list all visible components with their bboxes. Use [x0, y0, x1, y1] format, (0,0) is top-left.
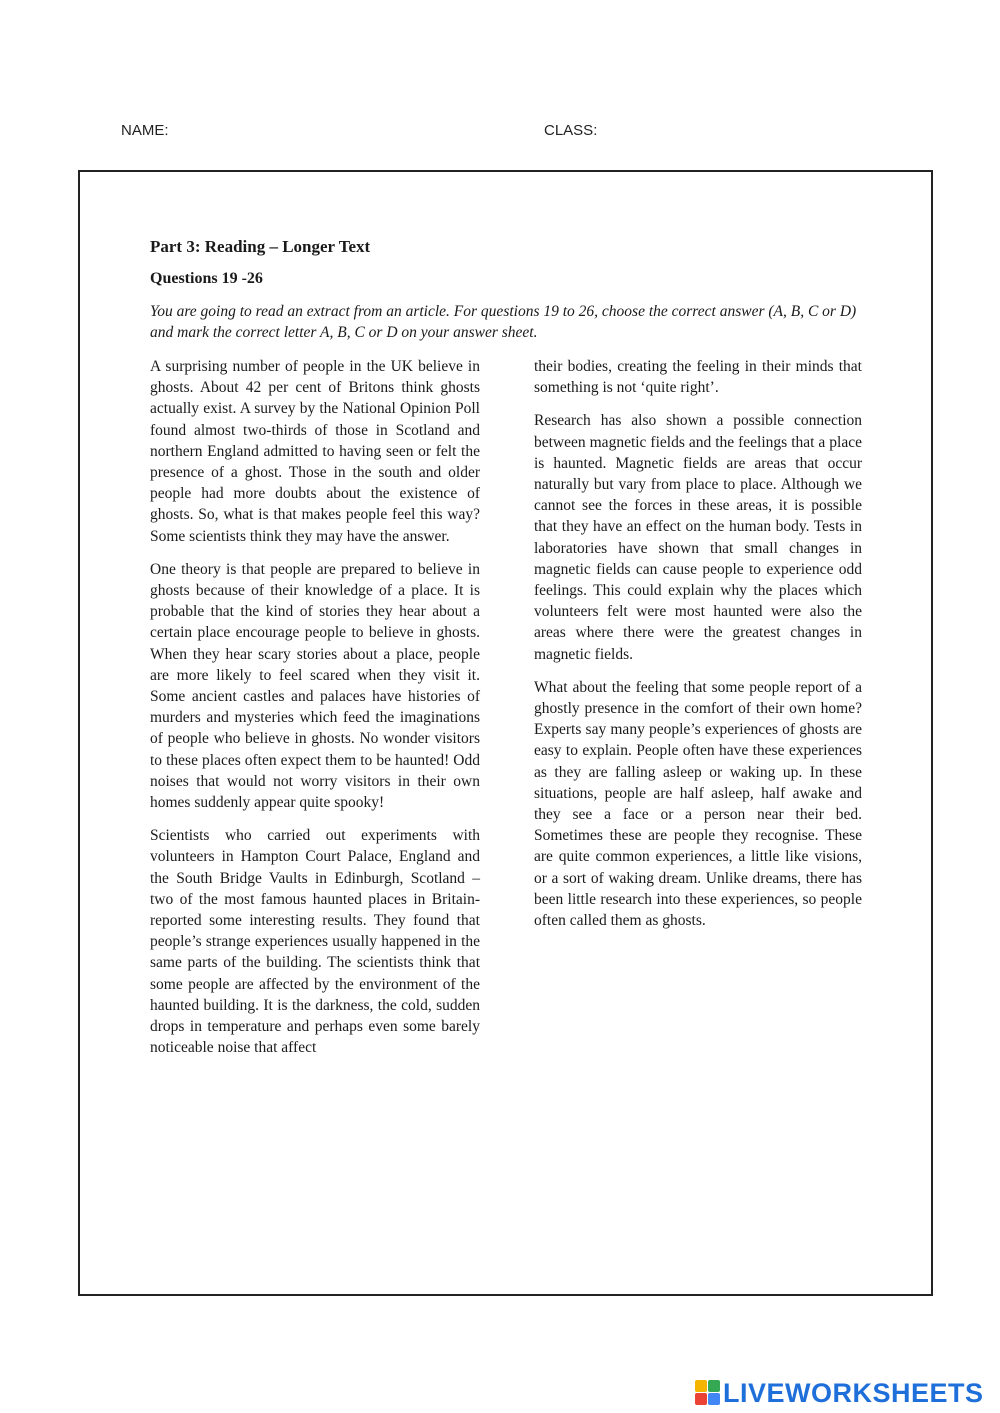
article-paragraph: their bodies, creating the feeling in their minds that something is not ‘quite right’.: [534, 358, 862, 397]
logo-icon: [695, 1380, 721, 1406]
liveworksheets-logo[interactable]: [695, 1378, 984, 1408]
article-paragraph: One theory is that people are prepared to believe in ghosts because of their knowledge of a place. It is probable that the kind of stories they hear about a certain place encourage people to believe in ghosts. When they hear scary stories about a place, people are more likely to feel scared when they visit it. Some ancient castles and palaces have histories of murders and mysteries which feed the imaginations of people who believe in ghosts. No wonder visitors to these places often expect them to be haunted! Odd noises that would not worry visitors in their own homes suddenly appear quite spooky!: [150, 560, 480, 812]
questions-title: Questions 19 -26: [150, 270, 263, 287]
article-paragraph: What about the feeling that some people report of a ghostly presence in the comfort of their own home? Experts say many people’s experiences of ghosts are easy to explain. People often have these experiences as they are falling asleep or waking up. In these situations, people are half asleep, half awake and they see a face or a person near their bed. Sometimes these are people they recognise. These are quite common experiences, a little like visions, or a sort of waking dream. Unlike dreams, there has been little research into these experiences, so people often called them as ghosts.: [534, 678, 862, 930]
class-label: CLASS:: [544, 122, 598, 139]
part-title: Part 3: Reading – Longer Text: [150, 237, 371, 256]
article-paragraph: A surprising number of people in the UK believe in ghosts. About 42 per cent of Britons think ghosts actually exist. A survey by the National Opinion Poll found almost two-thirds of those in Scotland and northern England admitted to having seen or felt the presence of a ghost. Those in the south and older people had more doubts about the existence of ghosts. So, what is that makes people feel this way? Some scientists think they may have the answer.: [150, 358, 480, 545]
logo-text: LIVEWORKSHEETS: [723, 1377, 984, 1408]
name-label: NAME:: [121, 122, 169, 139]
instructions: You are going to read an extract from an article. For questions 19 to 26, choose the correct answer (A, B, C or D) and mark the correct letter A, B, C or D on your answer sheet.: [150, 303, 857, 341]
article-paragraph: Scientists who carried out experiments with volunteers in Hampton Court Palace, England and the South Bridge Vaults in Edinburgh, Scotland – two of the most famous haunted places in Britain- reported some interesting results. They found that people’s strange experiences usually happened in the same parts of the building. The scientists think that some people are affected by the environment of the haunted building. It is the darkness, the cold, sudden drops in temperature and perhaps even some barely noticeable noise that affect: [150, 827, 480, 1057]
article-paragraph: Research has also shown a possible connection between magnetic fields and the feelings that a place is haunted. Magnetic fields are areas that occur naturally but vary from place to place. Although we cannot see the forces in these areas, it is possible that they have an effect on the human body. Tests in laboratories have shown that small changes in magnetic fields can cause people to experience odd feelings. This could explain why the places which volunteers felt were most haunted were also the areas where there were the greatest changes in magnetic fields.: [534, 412, 862, 663]
article-right-column: [534, 356, 862, 943]
article-left-column: [150, 356, 480, 1071]
